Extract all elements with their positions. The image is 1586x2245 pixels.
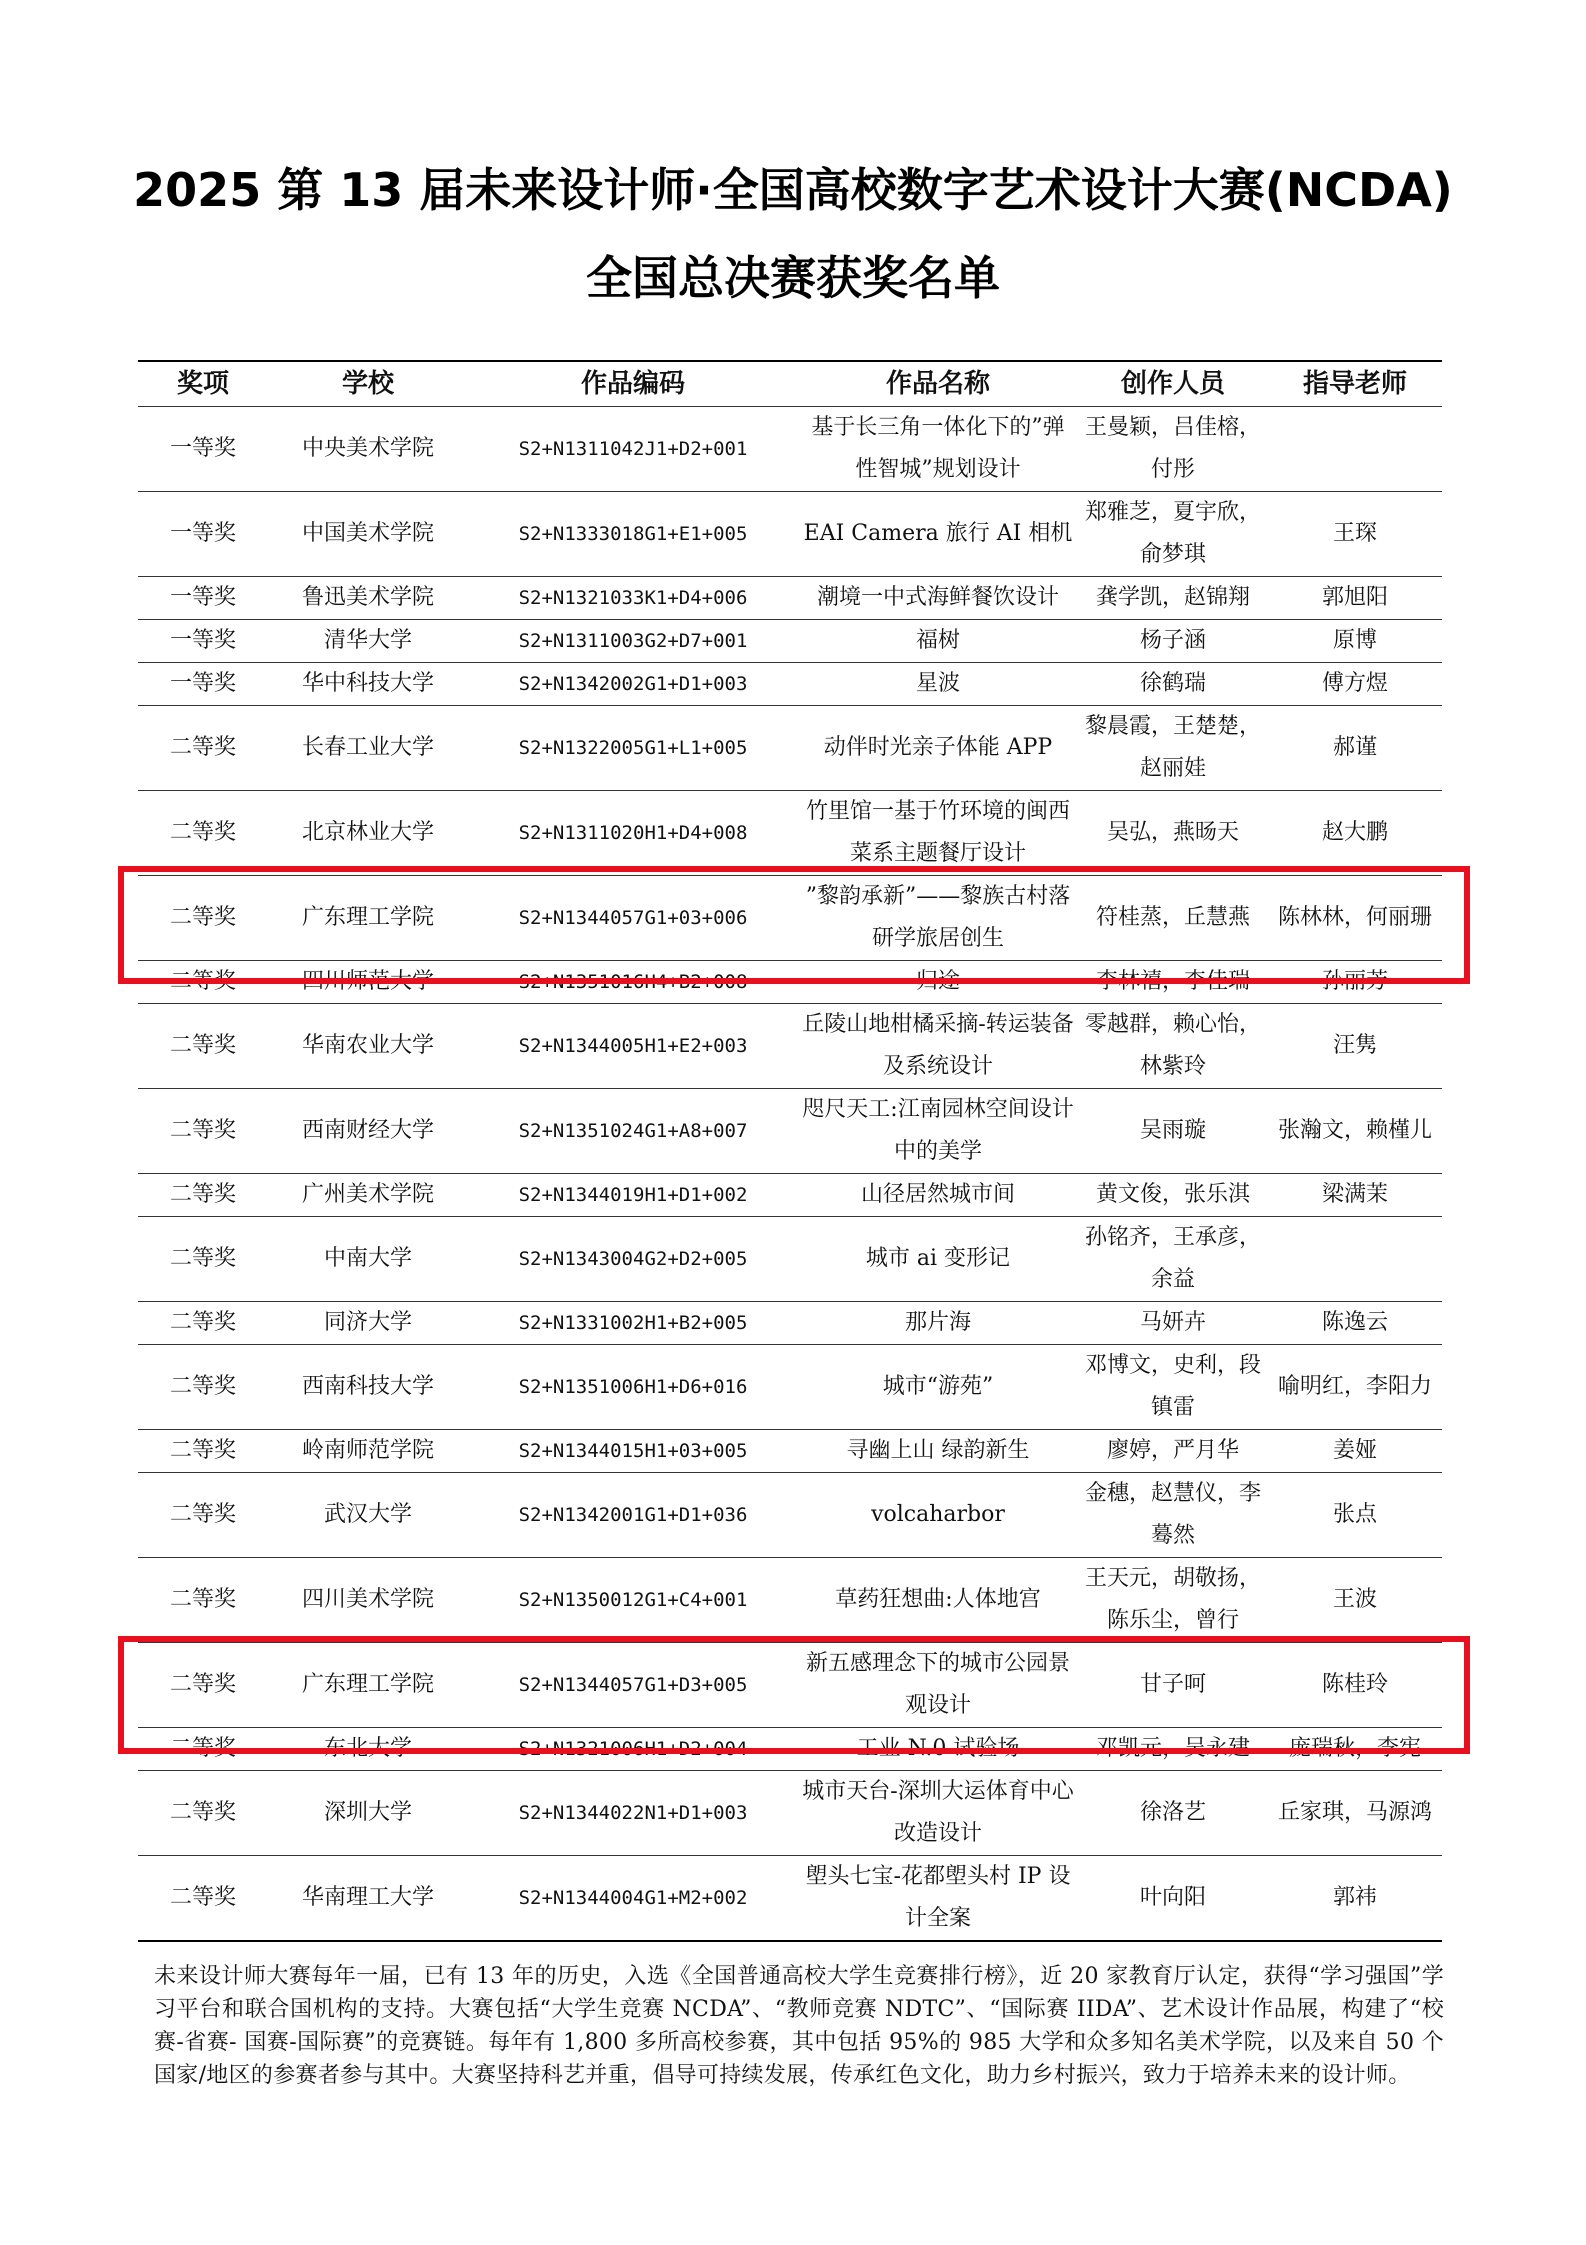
advisor-cell: 王琛 (1268, 492, 1442, 577)
table-row (138, 876, 1442, 961)
code-cell: S2+N1344057G1+D3+005 (468, 1643, 798, 1728)
code-cell: S2+N1331002H1+B2+005 (468, 1302, 798, 1345)
award-cell: 二等奖 (138, 1856, 268, 1942)
school-cell: 清华大学 (268, 620, 468, 663)
creators-cell: 王曼颖，吕佳榕，付彤 (1078, 407, 1268, 492)
code-cell: S2+N1344022N1+D1+003 (468, 1771, 798, 1856)
school-cell: 四川美术学院 (268, 1558, 468, 1643)
advisor-cell: 郝谨 (1268, 706, 1442, 791)
award-cell: 一等奖 (138, 577, 268, 620)
school-cell: 广东理工学院 (268, 1643, 468, 1728)
code-cell: S2+N1344057G1+03+006 (468, 876, 798, 961)
document-title: 2025 第 13 届未来设计师·全国高校数字艺术设计大赛(NCDA) (133, 163, 1453, 217)
work-title-cell: 那片海 (798, 1302, 1078, 1345)
school-cell: 深圳大学 (268, 1771, 468, 1856)
creators-cell: 金穗，赵慧仪，李蓦然 (1078, 1473, 1268, 1558)
award-cell: 二等奖 (138, 1217, 268, 1302)
school-cell: 中南大学 (268, 1217, 468, 1302)
work-title-cell: 城市天台-深圳大运体育中心改造设计 (798, 1771, 1078, 1856)
advisor-cell: 郭旭阳 (1268, 577, 1442, 620)
table-row (138, 1856, 1442, 1942)
table-row (138, 1174, 1442, 1217)
advisor-cell: 原博 (1268, 620, 1442, 663)
advisor-cell (1268, 1217, 1442, 1302)
code-cell: S2+N1311042J1+D2+001 (468, 407, 798, 492)
award-cell: 二等奖 (138, 961, 268, 1004)
table-row (138, 1430, 1442, 1473)
creators-cell: 吴弘，燕旸天 (1078, 791, 1268, 876)
school-cell: 广州美术学院 (268, 1174, 468, 1217)
creators-cell: 吴雨璇 (1078, 1089, 1268, 1174)
advisor-cell: 姜娅 (1268, 1430, 1442, 1473)
creators-cell: 李林禧，李佳瑞 (1078, 961, 1268, 1004)
school-cell: 岭南师范学院 (268, 1430, 468, 1473)
creators-cell: 杨子涵 (1078, 620, 1268, 663)
column-header-creators: 创作人员 (1078, 361, 1268, 407)
footer-note: 未来设计师大赛每年一届，已有 13 年的历史，入选《全国普通高校大学生竞赛排行榜》，近 20 家教育厅认定，获得“学习强国”学习平台和联合国机构的支持。大赛包括“大学生竞赛 NCDA”、“教师竞赛 NDTC”、“国际赛 IIDA”、艺术设计作品展，构建了“校赛-省赛- 国赛-国际赛”的竞赛链。每年有 1,800 多所高校参赛，其中包括 95%的 985 大学和众多知名美术学院，以及来自 50 个国家/地区的参赛者参与其中。大赛坚持科艺并重，倡导可持续发展，传承红色文化，助力乡村振兴，致力于培养未来的设计师。 (154, 1964, 1444, 2088)
table-row (138, 1004, 1442, 1089)
creators-cell: 叶向阳 (1078, 1856, 1268, 1942)
work-title-cell: ”黎韵承新”——黎族古村落研学旅居创生 (798, 876, 1078, 961)
award-cell: 二等奖 (138, 1430, 268, 1473)
work-title-cell: 竹里馆一基于竹环境的闽西菜系主题餐厅设计 (798, 791, 1078, 876)
work-title-cell: 丘陵山地柑橘采摘-转运装备及系统设计 (798, 1004, 1078, 1089)
code-cell: S2+N1350012G1+C4+001 (468, 1558, 798, 1643)
work-title-cell: volcaharbor (798, 1473, 1078, 1558)
column-header-award: 奖项 (138, 361, 268, 407)
code-cell: S2+N1343004G2+D2+005 (468, 1217, 798, 1302)
table-row (138, 1473, 1442, 1558)
school-cell: 鲁迅美术学院 (268, 577, 468, 620)
creators-cell: 黎晨霞，王楚楚，赵丽娃 (1078, 706, 1268, 791)
table-header-row (138, 361, 1442, 407)
code-cell: S2+N1344019H1+D1+002 (468, 1174, 798, 1217)
creators-cell: 邓凯元，吴永建 (1078, 1728, 1268, 1771)
table-row (138, 1643, 1442, 1728)
creators-cell: 徐鹤瑞 (1078, 663, 1268, 706)
school-cell: 武汉大学 (268, 1473, 468, 1558)
award-cell: 二等奖 (138, 1771, 268, 1856)
creators-cell: 王天元，胡敬扬，陈乐尘，曾行 (1078, 1558, 1268, 1643)
work-title-cell: 星波 (798, 663, 1078, 706)
award-cell: 二等奖 (138, 1728, 268, 1771)
table-row (138, 620, 1442, 663)
creators-cell: 符桂蒸，丘慧燕 (1078, 876, 1268, 961)
advisor-cell: 张点 (1268, 1473, 1442, 1558)
creators-cell: 马妍卉 (1078, 1302, 1268, 1345)
table-row (138, 1302, 1442, 1345)
school-cell: 西南科技大学 (268, 1345, 468, 1430)
creators-cell: 邓博文，史利，段镇雷 (1078, 1345, 1268, 1430)
column-header-work: 作品名称 (798, 361, 1078, 407)
table-row (138, 663, 1442, 706)
work-title-cell: 动伴时光亲子体能 APP (798, 706, 1078, 791)
code-cell: S2+N1351024G1+A8+007 (468, 1089, 798, 1174)
table-row (138, 1217, 1442, 1302)
work-title-cell: 寻幽上山 绿韵新生 (798, 1430, 1078, 1473)
awards-table (138, 360, 1442, 1942)
table-row (138, 791, 1442, 876)
advisor-cell: 汪隽 (1268, 1004, 1442, 1089)
award-cell: 二等奖 (138, 876, 268, 961)
advisor-cell: 丘家琪，马源鸿 (1268, 1771, 1442, 1856)
column-header-advisor: 指导老师 (1268, 361, 1442, 407)
table-row (138, 1089, 1442, 1174)
work-title-cell: 城市“游苑” (798, 1345, 1078, 1430)
school-cell: 华中科技大学 (268, 663, 468, 706)
school-cell: 东北大学 (268, 1728, 468, 1771)
creators-cell: 孙铭齐，王承彦，余益 (1078, 1217, 1268, 1302)
award-cell: 二等奖 (138, 1643, 268, 1728)
creators-cell: 廖婷，严月华 (1078, 1430, 1268, 1473)
code-cell: S2+N1342001G1+D1+036 (468, 1473, 798, 1558)
table-row (138, 577, 1442, 620)
work-title-cell: 工业 N.0 试验场 (798, 1728, 1078, 1771)
advisor-cell: 张瀚文，赖槿儿 (1268, 1089, 1442, 1174)
work-title-cell: 城市 ai 变形记 (798, 1217, 1078, 1302)
work-title-cell: 归途 (798, 961, 1078, 1004)
advisor-cell: 孙丽芳 (1268, 961, 1442, 1004)
creators-cell: 甘子呵 (1078, 1643, 1268, 1728)
code-cell: S2+N1333018G1+E1+005 (468, 492, 798, 577)
creators-cell: 龚学凯，赵锦翔 (1078, 577, 1268, 620)
advisor-cell: 王波 (1268, 1558, 1442, 1643)
work-title-cell: 山径居然城市间 (798, 1174, 1078, 1217)
award-cell: 一等奖 (138, 492, 268, 577)
school-cell: 中国美术学院 (268, 492, 468, 577)
award-cell: 一等奖 (138, 663, 268, 706)
award-cell: 二等奖 (138, 1004, 268, 1089)
code-cell: S2+N1321033K1+D4+006 (468, 577, 798, 620)
code-cell: S2+N1351006H1+D6+016 (468, 1345, 798, 1430)
award-cell: 二等奖 (138, 791, 268, 876)
creators-cell: 零越群，赖心怡，林紫玲 (1078, 1004, 1268, 1089)
advisor-cell (1268, 407, 1442, 492)
award-cell: 一等奖 (138, 407, 268, 492)
table-body (138, 407, 1442, 1942)
award-cell: 二等奖 (138, 1345, 268, 1430)
code-cell: S2+N1311003G2+D7+001 (468, 620, 798, 663)
table-row (138, 492, 1442, 577)
school-cell: 四川师范大学 (268, 961, 468, 1004)
table-row (138, 407, 1442, 492)
creators-cell: 郑雅芝，夏宇欣，俞梦琪 (1078, 492, 1268, 577)
advisor-cell: 陈逸云 (1268, 1302, 1442, 1345)
code-cell: S2+N1351016H4+B2+008 (468, 961, 798, 1004)
advisor-cell: 陈桂玲 (1268, 1643, 1442, 1728)
code-cell: S2+N1311020H1+D4+008 (468, 791, 798, 876)
work-title-cell: 潮境一中式海鲜餐饮设计 (798, 577, 1078, 620)
school-cell: 同济大学 (268, 1302, 468, 1345)
advisor-cell: 傅方煜 (1268, 663, 1442, 706)
table-row (138, 706, 1442, 791)
school-cell: 中央美术学院 (268, 407, 468, 492)
work-title-cell: 咫尺天工:江南园林空间设计中的美学 (798, 1089, 1078, 1174)
work-title-cell: 福树 (798, 620, 1078, 663)
advisor-cell: 梁满茉 (1268, 1174, 1442, 1217)
code-cell: S2+N1321006H1+D2+004 (468, 1728, 798, 1771)
column-header-code: 作品编码 (468, 361, 798, 407)
school-cell: 华南农业大学 (268, 1004, 468, 1089)
code-cell: S2+N1344005H1+E2+003 (468, 1004, 798, 1089)
school-cell: 华南理工大学 (268, 1856, 468, 1942)
creators-cell: 徐洛艺 (1078, 1771, 1268, 1856)
table-row (138, 1728, 1442, 1771)
award-cell: 二等奖 (138, 706, 268, 791)
code-cell: S2+N1344004G1+M2+002 (468, 1856, 798, 1942)
advisor-cell: 庞瑞秋，李宪 (1268, 1728, 1442, 1771)
column-header-school: 学校 (268, 361, 468, 407)
award-cell: 一等奖 (138, 620, 268, 663)
school-cell: 西南财经大学 (268, 1089, 468, 1174)
table-row (138, 1771, 1442, 1856)
award-cell: 二等奖 (138, 1089, 268, 1174)
code-cell: S2+N1342002G1+D1+003 (468, 663, 798, 706)
table-row (138, 1345, 1442, 1430)
document-subtitle: 全国总决赛获奖名单 (586, 251, 1000, 305)
work-title-cell: 塱头七宝-花都塱头村 IP 设计全案 (798, 1856, 1078, 1942)
code-cell: S2+N1322005G1+L1+005 (468, 706, 798, 791)
advisor-cell: 陈林林，何丽珊 (1268, 876, 1442, 961)
school-cell: 北京林业大学 (268, 791, 468, 876)
work-title-cell: 新五感理念下的城市公园景观设计 (798, 1643, 1078, 1728)
table-row (138, 1558, 1442, 1643)
table-row (138, 961, 1442, 1004)
award-cell: 二等奖 (138, 1302, 268, 1345)
award-cell: 二等奖 (138, 1473, 268, 1558)
award-cell: 二等奖 (138, 1558, 268, 1643)
code-cell: S2+N1344015H1+03+005 (468, 1430, 798, 1473)
creators-cell: 黄文俊，张乐淇 (1078, 1174, 1268, 1217)
work-title-cell: 基于长三角一体化下的”弹性智城”规划设计 (798, 407, 1078, 492)
advisor-cell: 赵大鹏 (1268, 791, 1442, 876)
work-title-cell: 草药狂想曲:人体地宫 (798, 1558, 1078, 1643)
advisor-cell: 喻明红，李阳力 (1268, 1345, 1442, 1430)
school-cell: 长春工业大学 (268, 706, 468, 791)
school-cell: 广东理工学院 (268, 876, 468, 961)
work-title-cell: EAI Camera 旅行 AI 相机 (798, 492, 1078, 577)
advisor-cell: 郭祎 (1268, 1856, 1442, 1942)
award-cell: 二等奖 (138, 1174, 268, 1217)
